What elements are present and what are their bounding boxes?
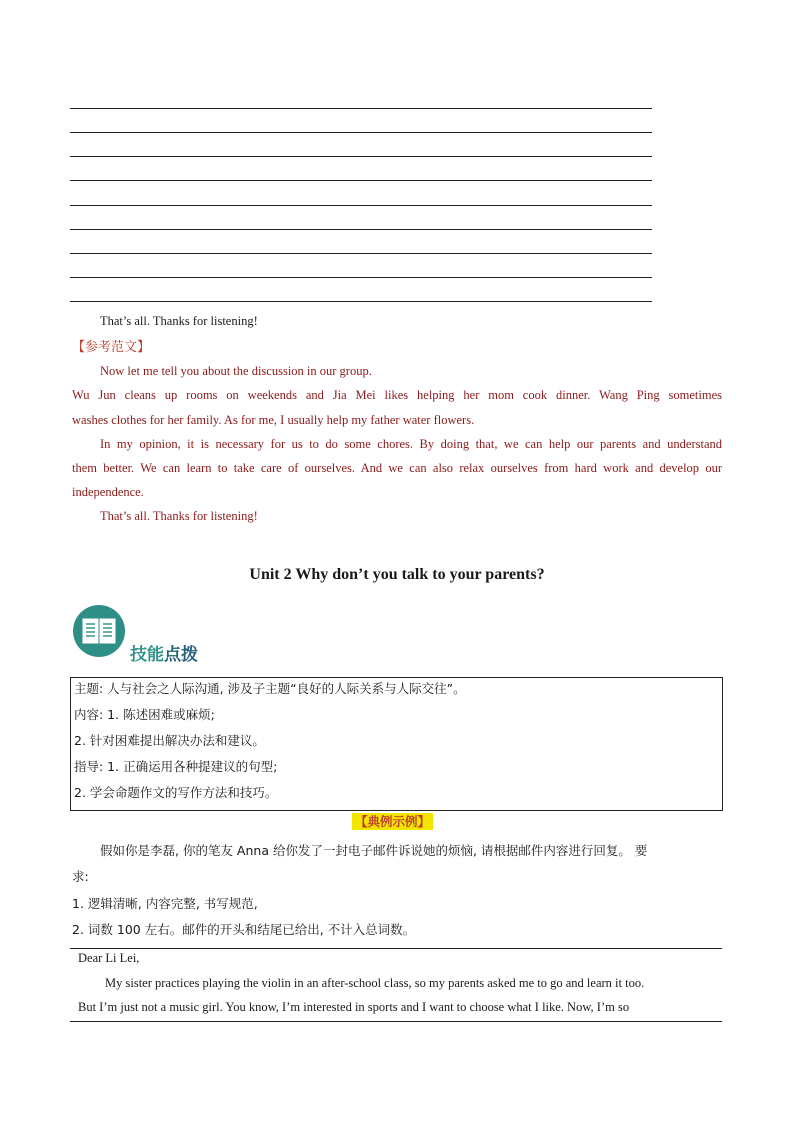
letter-line-2: But I’m just not a music girl. You know, I’m interested in sports and I want to choose what I like. Now, I’m so [78,1000,630,1014]
sample-p3-l1: In my opinion, it is necessary for us to do some chores. By doing that, we can help our parents and understand [100,437,722,451]
skill-title [130,640,198,665]
prompt-line-1: 假如你是李磊, 你的笔友 Anna 给你发了一封电子邮件诉说她的烦恼, 请根据邮件内容进行回复。 要 [100,843,648,858]
open-book-icon [73,605,125,657]
closing-line: That’s all. Thanks for listening! [100,314,258,328]
box-line-topic: 主题: 人与社会之人际沟通, 涉及子主题“良好的人际关系与人际交往”。 [74,681,466,696]
sample-closing: That’s all. Thanks for listening! [100,509,258,523]
letter-bottom-rule [70,1021,722,1022]
writing-line [70,108,652,109]
letter-line-1: My sister practices playing the violin in an after-school class, so my parents asked me to go and learn it too. [105,976,645,990]
writing-line [70,205,652,206]
unit-title: Unit 2 Why don’t you talk to your parents? [249,566,545,583]
letter-top-rule [70,948,722,949]
sample-p2-l1: Wu Jun cleans up rooms on weekends and Jia Mei likes helping her mom cook dinner. Wang Ping sometimes [72,388,722,402]
skill-title-a: 技能 [130,645,164,665]
sample-p2-l2: washes clothes for her family. As for me, I usually help my father water flowers. [72,413,475,427]
writing-line [70,229,652,230]
writing-line [70,156,652,157]
writing-line [70,180,652,181]
sample-p3-l3: independence. [72,485,144,499]
sample-p1: Now let me tell you about the discussion in our group. [100,364,372,378]
box-line-content-2: 2. 针对困难提出解决办法和建议。 [74,733,265,748]
box-line-guide-2: 2. 学会命题作文的写作方法和技巧。 [74,785,278,800]
prompt-line-4: 2. 词数 100 左右。邮件的开头和结尾已给出, 不计入总词数。 [72,922,416,937]
prompt-line-2: 求: [72,869,89,884]
box-line-content-1: 内容: 1. 陈述困难或麻烦; [74,707,215,722]
letter-greeting: Dear Li Lei, [78,951,140,965]
skill-title-b: 点拨 [164,645,198,665]
prompt-line-3: 1. 逻辑清晰, 内容完整, 书写规范, [72,896,258,911]
reference-tag: 【参考范文】 [72,340,151,355]
writing-line [70,301,652,302]
writing-line [70,277,652,278]
writing-line [70,132,652,133]
sample-p3-l2: them better. We can learn to take care of ourselves. And we can also relax ourselves from hard work and develop our [72,461,722,475]
box-line-guide-1: 指导: 1. 正确运用各种提建议的句型; [74,759,278,774]
skill-box [70,677,723,811]
example-tag: 【典例示例】 [352,813,433,830]
writing-line [70,253,652,254]
